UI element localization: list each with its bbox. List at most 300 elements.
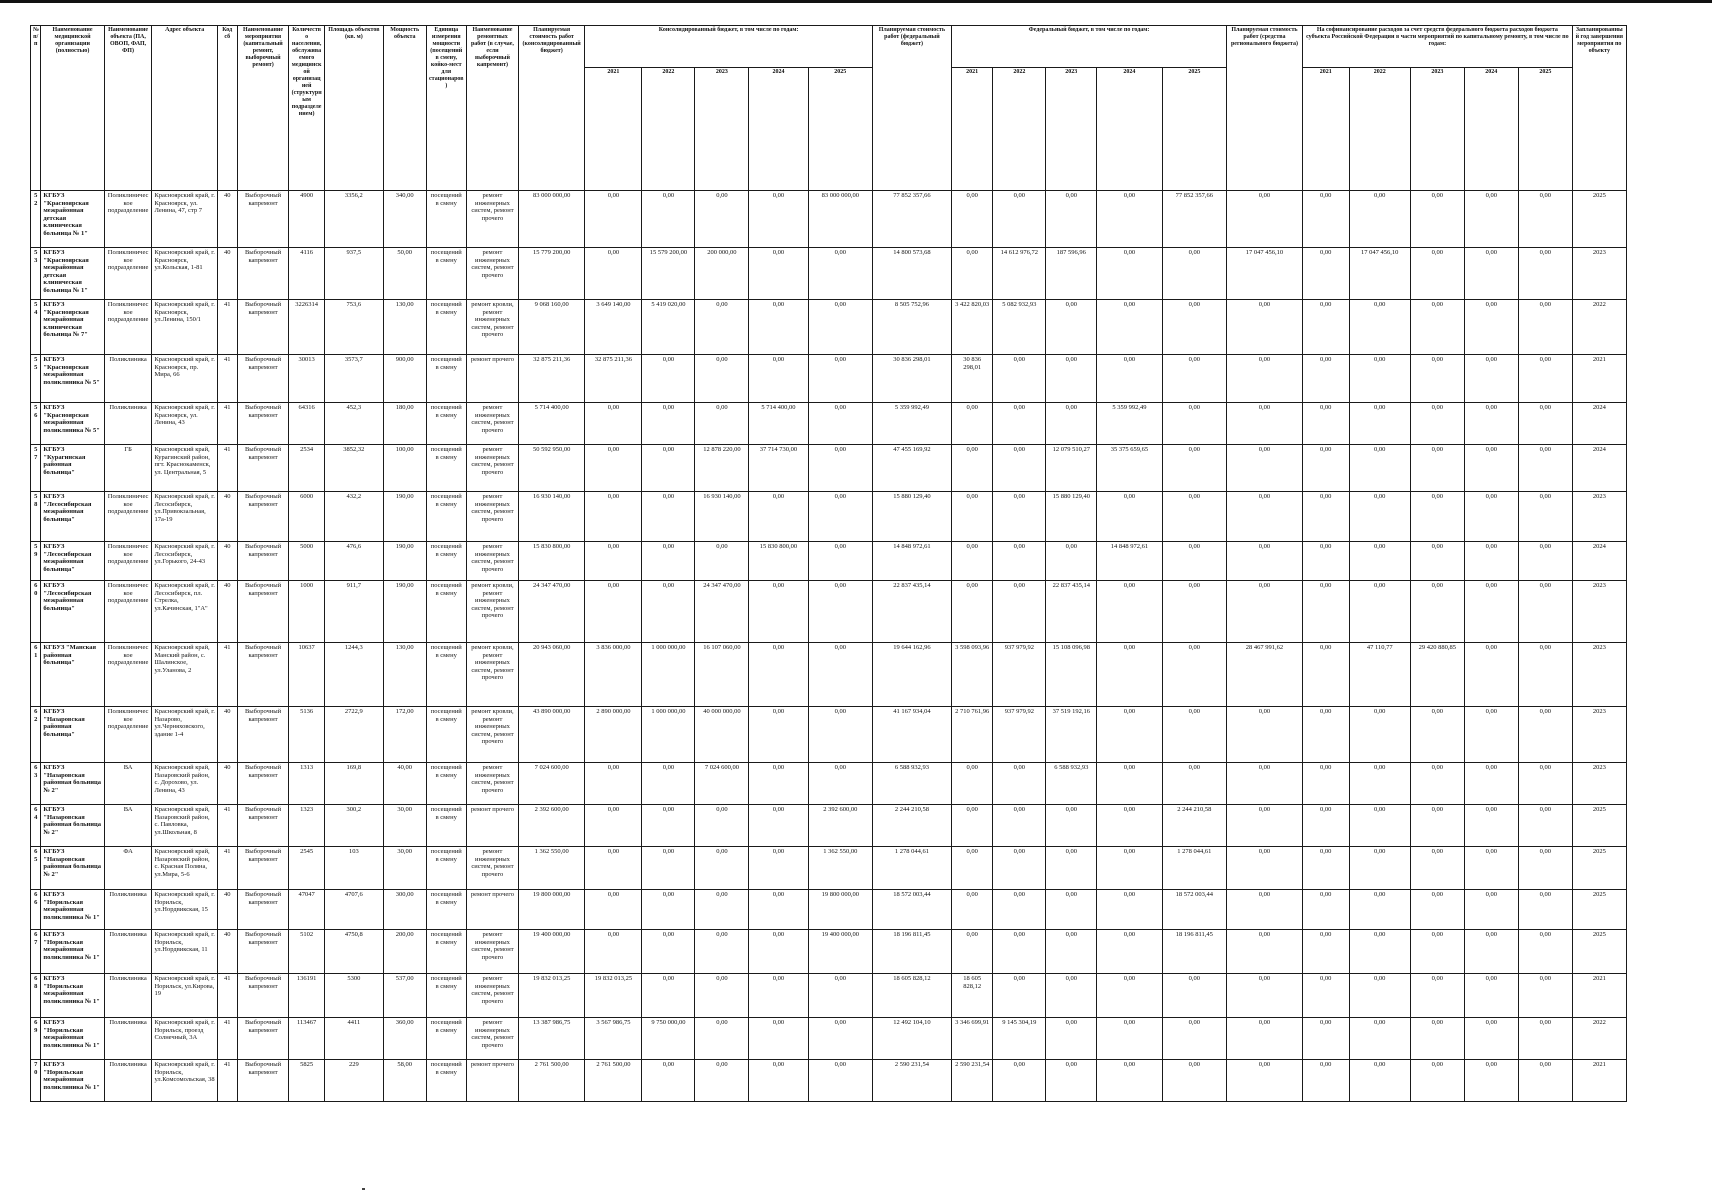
cell-federal-year-value: 0,00 [951,581,993,643]
cell-cofinancing-year-value: 0,00 [1410,847,1464,890]
cell-federal-year-value: 30 836 298,01 [951,355,993,403]
cell-federal-year-value: 35 375 659,65 [1097,445,1162,492]
header-consolidated-budget: Консолидированный бюджет, в том числе по годам: [585,26,873,68]
cell-organization: КГБУЗ "Назаровская районная больница № 2" [41,763,104,805]
cell-consolidated-year-value: 200 000,00 [695,248,749,300]
cell-consolidated-year-value: 19 800 000,00 [808,890,872,930]
cell-planned-cost-federal: 19 644 162,96 [872,643,951,707]
cell-federal-year-value: 5 082 932,93 [993,300,1046,355]
cell-repair-works: ремонт кровли, ремонт инженерных систем, ремонт прочего [467,707,519,763]
cell-cofinancing-year-value: 0,00 [1349,974,1410,1018]
cell-planned-cost-consolidated: 20 943 060,00 [518,643,584,707]
cell-planned-cost-regional: 0,00 [1227,403,1303,445]
cell-number: 57 [31,445,41,492]
cell-area: 3573,7 [324,355,383,403]
cell-federal-year-value: 0,00 [1162,1060,1226,1102]
cell-address: Красноярский край, г. Назарово, ул.Черняховского, здание 1-4 [152,707,217,763]
cell-code: 40 [217,930,237,974]
cell-area: 753,6 [324,300,383,355]
cell-cofinancing-year-value: 0,00 [1518,492,1572,542]
cell-consolidated-year-value: 0,00 [695,403,749,445]
cell-consolidated-year-value: 12 878 220,00 [695,445,749,492]
cell-consolidated-year-value: 0,00 [749,930,808,974]
cell-planned-cost-consolidated: 9 068 160,00 [518,300,584,355]
cell-consolidated-year-value: 0,00 [808,643,872,707]
cell-address: Красноярский край, г. Лесосибирск, пл. Стрелка, ул.Качинская, 1"А" [152,581,217,643]
cell-population-served: 5825 [289,1060,324,1102]
cell-consolidated-year-value: 0,00 [642,805,695,847]
cell-federal-year-value: 0,00 [1097,248,1162,300]
table-row [31,890,1680,930]
cell-consolidated-year-value: 0,00 [808,300,872,355]
cell-consolidated-year-value: 0,00 [749,707,808,763]
cell-consolidated-year-value: 0,00 [642,1060,695,1102]
cell-code: 40 [217,581,237,643]
cell-cofinancing-year-value: 0,00 [1518,403,1572,445]
cell-measure-kind: Выборочный капремонт [237,643,289,707]
table-row [31,191,1680,248]
cell-federal-year-value: 0,00 [993,930,1046,974]
cell-federal-year-value: 0,00 [1097,890,1162,930]
cell-consolidated-year-value: 37 714 730,00 [749,445,808,492]
cell-completion-year: 2023 [1572,643,1626,707]
cell-consolidated-year-value: 24 347 470,00 [695,581,749,643]
cell-cofinancing-year-value: 0,00 [1302,445,1349,492]
cell-capacity: 190,00 [383,542,426,581]
cell-federal-year-value: 0,00 [1046,930,1097,974]
cell-cofinancing-year-value: 0,00 [1410,581,1464,643]
cell-federal-year-value: 22 837 435,14 [1046,581,1097,643]
header-capacity-unit: Единица измерения мощности (посещений в смену, койко-мест для стационаров) [426,26,466,191]
cell-cofinancing-year-value: 0,00 [1518,974,1572,1018]
cell-federal-year-value: 0,00 [1097,847,1162,890]
cell-cofinancing-year-value: 0,00 [1518,248,1572,300]
cell-federal-year-value: 77 852 357,66 [1162,191,1226,248]
header-code: Код сб [217,26,237,191]
cell-consolidated-year-value: 2 392 600,00 [808,805,872,847]
cell-capacity-unit: посещений в смену [426,403,466,445]
cell-planned-cost-regional: 0,00 [1227,542,1303,581]
cell-measure-kind: Выборочный капремонт [237,248,289,300]
cell-cofinancing-year-value: 0,00 [1410,930,1464,974]
cell-object-type: Поликлиническое подразделение [104,643,152,707]
cell-cofinancing-year-value: 0,00 [1410,1018,1464,1060]
cell-federal-year-value: 15 108 096,98 [1046,643,1097,707]
cell-consolidated-year-value: 0,00 [642,847,695,890]
cell-cofinancing-year-value: 0,00 [1464,542,1518,581]
cell-number: 70 [31,1060,41,1102]
cell-repair-works: ремонт инженерных систем, ремонт прочего [467,492,519,542]
cell-federal-year-value: 0,00 [951,542,993,581]
cell-federal-year-value: 0,00 [1097,974,1162,1018]
cell-area: 4411 [324,1018,383,1060]
cell-planned-cost-consolidated: 7 024 600,00 [518,763,584,805]
cell-cofinancing-year-value: 0,00 [1349,542,1410,581]
table-row [31,930,1680,974]
cell-organization: КГБУЗ "Норильская межрайонная поликлиника № 1" [41,930,104,974]
cell-cofinancing-year-value: 0,00 [1302,1060,1349,1102]
cell-federal-year-value: 0,00 [1162,445,1226,492]
table-row [31,248,1680,300]
cell-cofinancing-year-value: 0,00 [1349,763,1410,805]
cell-planned-cost-consolidated: 19 832 013,25 [518,974,584,1018]
cell-cofinancing-year-value: 0,00 [1302,581,1349,643]
cell-capacity: 100,00 [383,445,426,492]
cell-planned-cost-federal: 18 572 003,44 [872,890,951,930]
cell-cofinancing-year-value: 0,00 [1349,1060,1410,1102]
cell-consolidated-year-value: 16 930 140,00 [695,492,749,542]
cell-object-type: Поликлиническое подразделение [104,542,152,581]
cell-federal-year-value: 18 196 811,45 [1162,930,1226,974]
cell-federal-year-value: 9 145 304,19 [993,1018,1046,1060]
cell-address: Красноярский край, г. Лесосибирск, ул.Горького, 24-43 [152,542,217,581]
cell-capacity: 30,00 [383,847,426,890]
cell-cofinancing-year-value: 0,00 [1349,847,1410,890]
cell-federal-year-value: 0,00 [1046,542,1097,581]
cell-address: Красноярский край, г. Красноярск, пр. Мира, 66 [152,355,217,403]
cell-federal-year-value: 0,00 [1162,1018,1226,1060]
cell-federal-year-value: 0,00 [951,492,993,542]
cell-capacity: 300,00 [383,890,426,930]
cell-consolidated-year-value: 1 362 550,00 [808,847,872,890]
cell-repair-works: ремонт инженерных систем, ремонт прочего [467,847,519,890]
cell-federal-year-value: 14 612 976,72 [993,248,1046,300]
cell-federal-year-value: 0,00 [951,847,993,890]
cell-population-served: 4900 [289,191,324,248]
cell-federal-year-value: 5 359 992,49 [1097,403,1162,445]
cell-federal-year-value: 0,00 [1046,403,1097,445]
cell-capacity: 130,00 [383,300,426,355]
cell-cofinancing-year-value: 0,00 [1302,643,1349,707]
cell-cofinancing-year-value: 0,00 [1349,707,1410,763]
cell-cofinancing-year-value: 0,00 [1518,300,1572,355]
cell-planned-cost-federal: 14 848 972,61 [872,542,951,581]
cell-area: 3356,2 [324,191,383,248]
cell-cofinancing-year-value: 0,00 [1464,890,1518,930]
cell-organization: КГБУЗ "Норильская межрайонная поликлиника № 1" [41,890,104,930]
cell-measure-kind: Выборочный капремонт [237,581,289,643]
cell-cofinancing-year-value: 0,00 [1410,355,1464,403]
cell-area: 911,7 [324,581,383,643]
header-cons-year: 2025 [808,68,872,191]
cell-cofinancing-year-value: 0,00 [1464,707,1518,763]
cell-planned-cost-regional: 17 047 456,10 [1227,248,1303,300]
cell-federal-year-value: 0,00 [993,763,1046,805]
cell-consolidated-year-value: 2 761 500,00 [585,1060,642,1102]
cell-code: 40 [217,191,237,248]
cell-federal-year-value: 0,00 [993,805,1046,847]
cell-federal-year-value: 0,00 [951,930,993,974]
cell-federal-year-value: 2 590 231,54 [951,1060,993,1102]
cell-population-served: 1313 [289,763,324,805]
header-measure-kind: Наименование мероприятия (капитальный ремонт, выборочный ремонт) [237,26,289,191]
cell-cofinancing-year-value: 0,00 [1464,300,1518,355]
header-cofin-year: 2024 [1464,68,1518,191]
cell-federal-year-value: 0,00 [951,403,993,445]
cell-planned-cost-federal: 47 455 169,92 [872,445,951,492]
cell-consolidated-year-value: 0,00 [808,707,872,763]
cell-planned-cost-consolidated: 32 875 211,36 [518,355,584,403]
cell-code: 40 [217,248,237,300]
cell-planned-cost-regional: 0,00 [1227,890,1303,930]
cell-planned-cost-regional: 0,00 [1227,581,1303,643]
cell-repair-works: ремонт прочего [467,355,519,403]
cell-capacity: 900,00 [383,355,426,403]
cell-federal-year-value: 0,00 [993,445,1046,492]
cell-federal-year-value: 0,00 [1162,581,1226,643]
cell-cofinancing-year-value: 0,00 [1302,974,1349,1018]
cell-cofinancing-year-value: 0,00 [1349,930,1410,974]
cell-consolidated-year-value: 0,00 [749,355,808,403]
cell-code: 41 [217,300,237,355]
cell-consolidated-year-value: 1 000 000,00 [642,707,695,763]
cell-cofinancing-year-value: 0,00 [1302,707,1349,763]
cell-consolidated-year-value: 0,00 [695,890,749,930]
cell-code: 41 [217,805,237,847]
cell-planned-cost-consolidated: 50 592 950,00 [518,445,584,492]
cell-cofinancing-year-value: 0,00 [1410,1060,1464,1102]
cell-organization: КГБУЗ "Красноярская межрайонная клиническая больница № 7" [41,300,104,355]
cell-consolidated-year-value: 7 024 600,00 [695,763,749,805]
cell-organization: КГБУЗ "Назаровская районная больница № 2" [41,847,104,890]
cell-capacity: 58,00 [383,1060,426,1102]
table-row [31,643,1680,707]
cell-federal-year-value: 0,00 [1046,847,1097,890]
header-cofin-year: 2025 [1518,68,1572,191]
cell-object-type: Поликлиника [104,974,152,1018]
cell-code: 41 [217,974,237,1018]
cell-consolidated-year-value: 0,00 [695,805,749,847]
cell-completion-year: 2025 [1572,191,1626,248]
cell-cofinancing-year-value: 29 420 880,85 [1410,643,1464,707]
cell-area: 229 [324,1060,383,1102]
cell-cofinancing-year-value: 0,00 [1518,930,1572,974]
cell-cofinancing-year-value: 0,00 [1349,581,1410,643]
cell-federal-year-value: 3 598 093,96 [951,643,993,707]
cell-object-type: Поликлиническое подразделение [104,300,152,355]
cell-capacity-unit: посещений в смену [426,542,466,581]
cell-capacity: 30,00 [383,805,426,847]
cell-repair-works: ремонт инженерных систем, ремонт прочего [467,445,519,492]
cell-consolidated-year-value: 0,00 [585,191,642,248]
cell-population-served: 5102 [289,930,324,974]
cell-cofinancing-year-value: 0,00 [1349,191,1410,248]
cell-consolidated-year-value: 0,00 [808,542,872,581]
cell-capacity: 40,00 [383,763,426,805]
cell-organization: КГБУЗ "Лесосибирская межрайонная больница" [41,492,104,542]
cell-area: 2722,9 [324,707,383,763]
header-fed-year: 2024 [1097,68,1162,191]
table-row [31,542,1680,581]
cell-capacity-unit: посещений в смену [426,355,466,403]
cell-planned-cost-consolidated: 13 387 986,75 [518,1018,584,1060]
cell-cofinancing-year-value: 0,00 [1302,763,1349,805]
cell-federal-year-value: 0,00 [1162,300,1226,355]
cell-consolidated-year-value: 0,00 [749,492,808,542]
table-row [31,707,1680,763]
cell-cofinancing-year-value: 0,00 [1410,191,1464,248]
cell-cofinancing-year-value: 0,00 [1302,847,1349,890]
cell-consolidated-year-value: 0,00 [695,542,749,581]
cell-consolidated-year-value: 0,00 [749,847,808,890]
cell-federal-year-value: 0,00 [1097,1060,1162,1102]
cell-planned-cost-regional: 0,00 [1227,492,1303,542]
cell-planned-cost-regional: 0,00 [1227,355,1303,403]
cell-federal-year-value: 0,00 [993,542,1046,581]
cell-completion-year: 2021 [1572,355,1626,403]
cell-federal-year-value: 12 079 510,27 [1046,445,1097,492]
cell-code: 41 [217,1018,237,1060]
cell-planned-cost-federal: 77 852 357,66 [872,191,951,248]
header-number: № п/п [31,26,41,191]
cell-federal-year-value: 0,00 [1162,403,1226,445]
cell-measure-kind: Выборочный капремонт [237,1060,289,1102]
cell-completion-year: 2021 [1572,974,1626,1018]
cell-capacity-unit: посещений в смену [426,248,466,300]
cell-cofinancing-year-value: 0,00 [1464,445,1518,492]
cell-cofinancing-year-value: 0,00 [1302,890,1349,930]
cell-completion-year: 2025 [1572,930,1626,974]
cell-measure-kind: Выборочный капремонт [237,763,289,805]
cell-planned-cost-regional: 0,00 [1227,974,1303,1018]
cell-cofinancing-year-value: 0,00 [1302,191,1349,248]
header-planned-cost-federal: Планируемая стоимость работ (федеральный бюджет) [872,26,951,191]
cell-federal-year-value: 0,00 [993,492,1046,542]
cell-code: 41 [217,403,237,445]
cell-measure-kind: Выборочный капремонт [237,974,289,1018]
table-row [31,763,1680,805]
cell-object-type: Поликлиническое подразделение [104,707,152,763]
cell-planned-cost-federal: 22 837 435,14 [872,581,951,643]
cell-area: 937,5 [324,248,383,300]
header-fed-year: 2023 [1046,68,1097,191]
cell-cofinancing-year-value: 47 110,77 [1349,643,1410,707]
cell-consolidated-year-value: 0,00 [695,1060,749,1102]
header-cons-year: 2021 [585,68,642,191]
cell-federal-year-value: 0,00 [993,847,1046,890]
cell-federal-year-value: 0,00 [1097,805,1162,847]
cell-federal-year-value: 1 278 044,61 [1162,847,1226,890]
cell-capacity: 190,00 [383,581,426,643]
cell-completion-year: 2023 [1572,581,1626,643]
cell-number: 54 [31,300,41,355]
cell-planned-cost-consolidated: 2 761 500,00 [518,1060,584,1102]
cell-number: 66 [31,890,41,930]
cell-address: Красноярский край, Назаровский район, с. Красная Поляна, ул.Мира, 5-6 [152,847,217,890]
cell-address: Красноярский край, г. Норильск, ул.Нордвикская, 15 [152,890,217,930]
cell-cofinancing-year-value: 0,00 [1349,492,1410,542]
cell-code: 41 [217,355,237,403]
cell-address: Красноярский край, г. Красноярск, ул.Ленина, 150/1 [152,300,217,355]
cell-federal-year-value: 0,00 [1046,191,1097,248]
cell-number: 56 [31,403,41,445]
cell-planned-cost-consolidated: 24 347 470,00 [518,581,584,643]
cell-code: 40 [217,763,237,805]
cell-capacity-unit: посещений в смену [426,445,466,492]
cell-capacity: 172,00 [383,707,426,763]
table-row [31,300,1680,355]
cell-consolidated-year-value: 0,00 [585,581,642,643]
cell-measure-kind: Выборочный капремонт [237,930,289,974]
cell-area: 169,8 [324,763,383,805]
cell-object-type: Поликлиника [104,890,152,930]
cell-consolidated-year-value: 0,00 [585,492,642,542]
cell-capacity: 180,00 [383,403,426,445]
cell-number: 63 [31,763,41,805]
cell-population-served: 1000 [289,581,324,643]
table-row [31,1018,1680,1060]
cell-population-served: 2545 [289,847,324,890]
cell-consolidated-year-value: 83 000 000,00 [808,191,872,248]
cell-consolidated-year-value: 0,00 [642,581,695,643]
cell-address: Красноярский край, Курагинский район, пгт. Краснокаменск, ул. Центральная, 5 [152,445,217,492]
cell-federal-year-value: 2 710 761,96 [951,707,993,763]
cell-planned-cost-consolidated: 15 830 800,00 [518,542,584,581]
cell-consolidated-year-value: 0,00 [695,355,749,403]
cell-cofinancing-year-value: 0,00 [1518,445,1572,492]
cell-cofinancing-year-value: 17 047 456,10 [1349,248,1410,300]
cell-planned-cost-federal: 6 588 932,93 [872,763,951,805]
cell-consolidated-year-value: 0,00 [808,355,872,403]
cell-cofinancing-year-value: 0,00 [1302,403,1349,445]
cell-planned-cost-regional: 0,00 [1227,805,1303,847]
cell-organization: КГБУЗ "Норильская межрайонная поликлиника № 1" [41,974,104,1018]
cell-population-served: 136191 [289,974,324,1018]
cell-consolidated-year-value: 2 890 000,00 [585,707,642,763]
cell-federal-year-value: 0,00 [1046,1060,1097,1102]
scan-speck [362,1188,365,1190]
cell-consolidated-year-value: 16 107 060,00 [695,643,749,707]
cell-code: 40 [217,492,237,542]
cell-capacity-unit: посещений в смену [426,974,466,1018]
cell-planned-cost-federal: 14 800 573,68 [872,248,951,300]
cell-code: 40 [217,542,237,581]
cell-area: 103 [324,847,383,890]
cell-consolidated-year-value: 0,00 [808,763,872,805]
cell-organization: КГБУЗ "Красноярская межрайонная поликлиника № 5" [41,403,104,445]
cell-organization: КГБУЗ "Красноярская межрайонная детская клиническая больница № 1" [41,191,104,248]
cell-consolidated-year-value: 0,00 [808,1060,872,1102]
cell-planned-cost-regional: 0,00 [1227,300,1303,355]
cell-number: 60 [31,581,41,643]
header-cofin-year: 2022 [1349,68,1410,191]
cell-federal-year-value: 0,00 [951,805,993,847]
table-row [31,581,1680,643]
cell-address: Красноярский край, г. Норильск, ул.Комсомольская, 38 [152,1060,217,1102]
cell-measure-kind: Выборочный капремонт [237,805,289,847]
cell-repair-works: ремонт инженерных систем, ремонт прочего [467,542,519,581]
cell-cofinancing-year-value: 0,00 [1410,248,1464,300]
cell-planned-cost-federal: 2 590 231,54 [872,1060,951,1102]
cell-planned-cost-consolidated: 19 400 000,00 [518,930,584,974]
cell-completion-year: 2022 [1572,1018,1626,1060]
cell-measure-kind: Выборочный капремонт [237,191,289,248]
header-fed-year: 2021 [951,68,993,191]
cell-federal-year-value: 0,00 [993,403,1046,445]
cell-cofinancing-year-value: 0,00 [1349,1018,1410,1060]
cell-measure-kind: Выборочный капремонт [237,403,289,445]
cell-capacity-unit: посещений в смену [426,191,466,248]
cell-repair-works: ремонт инженерных систем, ремонт прочего [467,1018,519,1060]
cell-number: 62 [31,707,41,763]
cell-consolidated-year-value: 0,00 [585,847,642,890]
header-area: Площадь объектов (кв. м) [324,26,383,191]
cell-measure-kind: Выборочный капремонт [237,1018,289,1060]
cell-cofinancing-year-value: 0,00 [1464,805,1518,847]
cell-consolidated-year-value: 0,00 [642,763,695,805]
cell-population-served: 5136 [289,707,324,763]
cell-consolidated-year-value: 0,00 [695,974,749,1018]
